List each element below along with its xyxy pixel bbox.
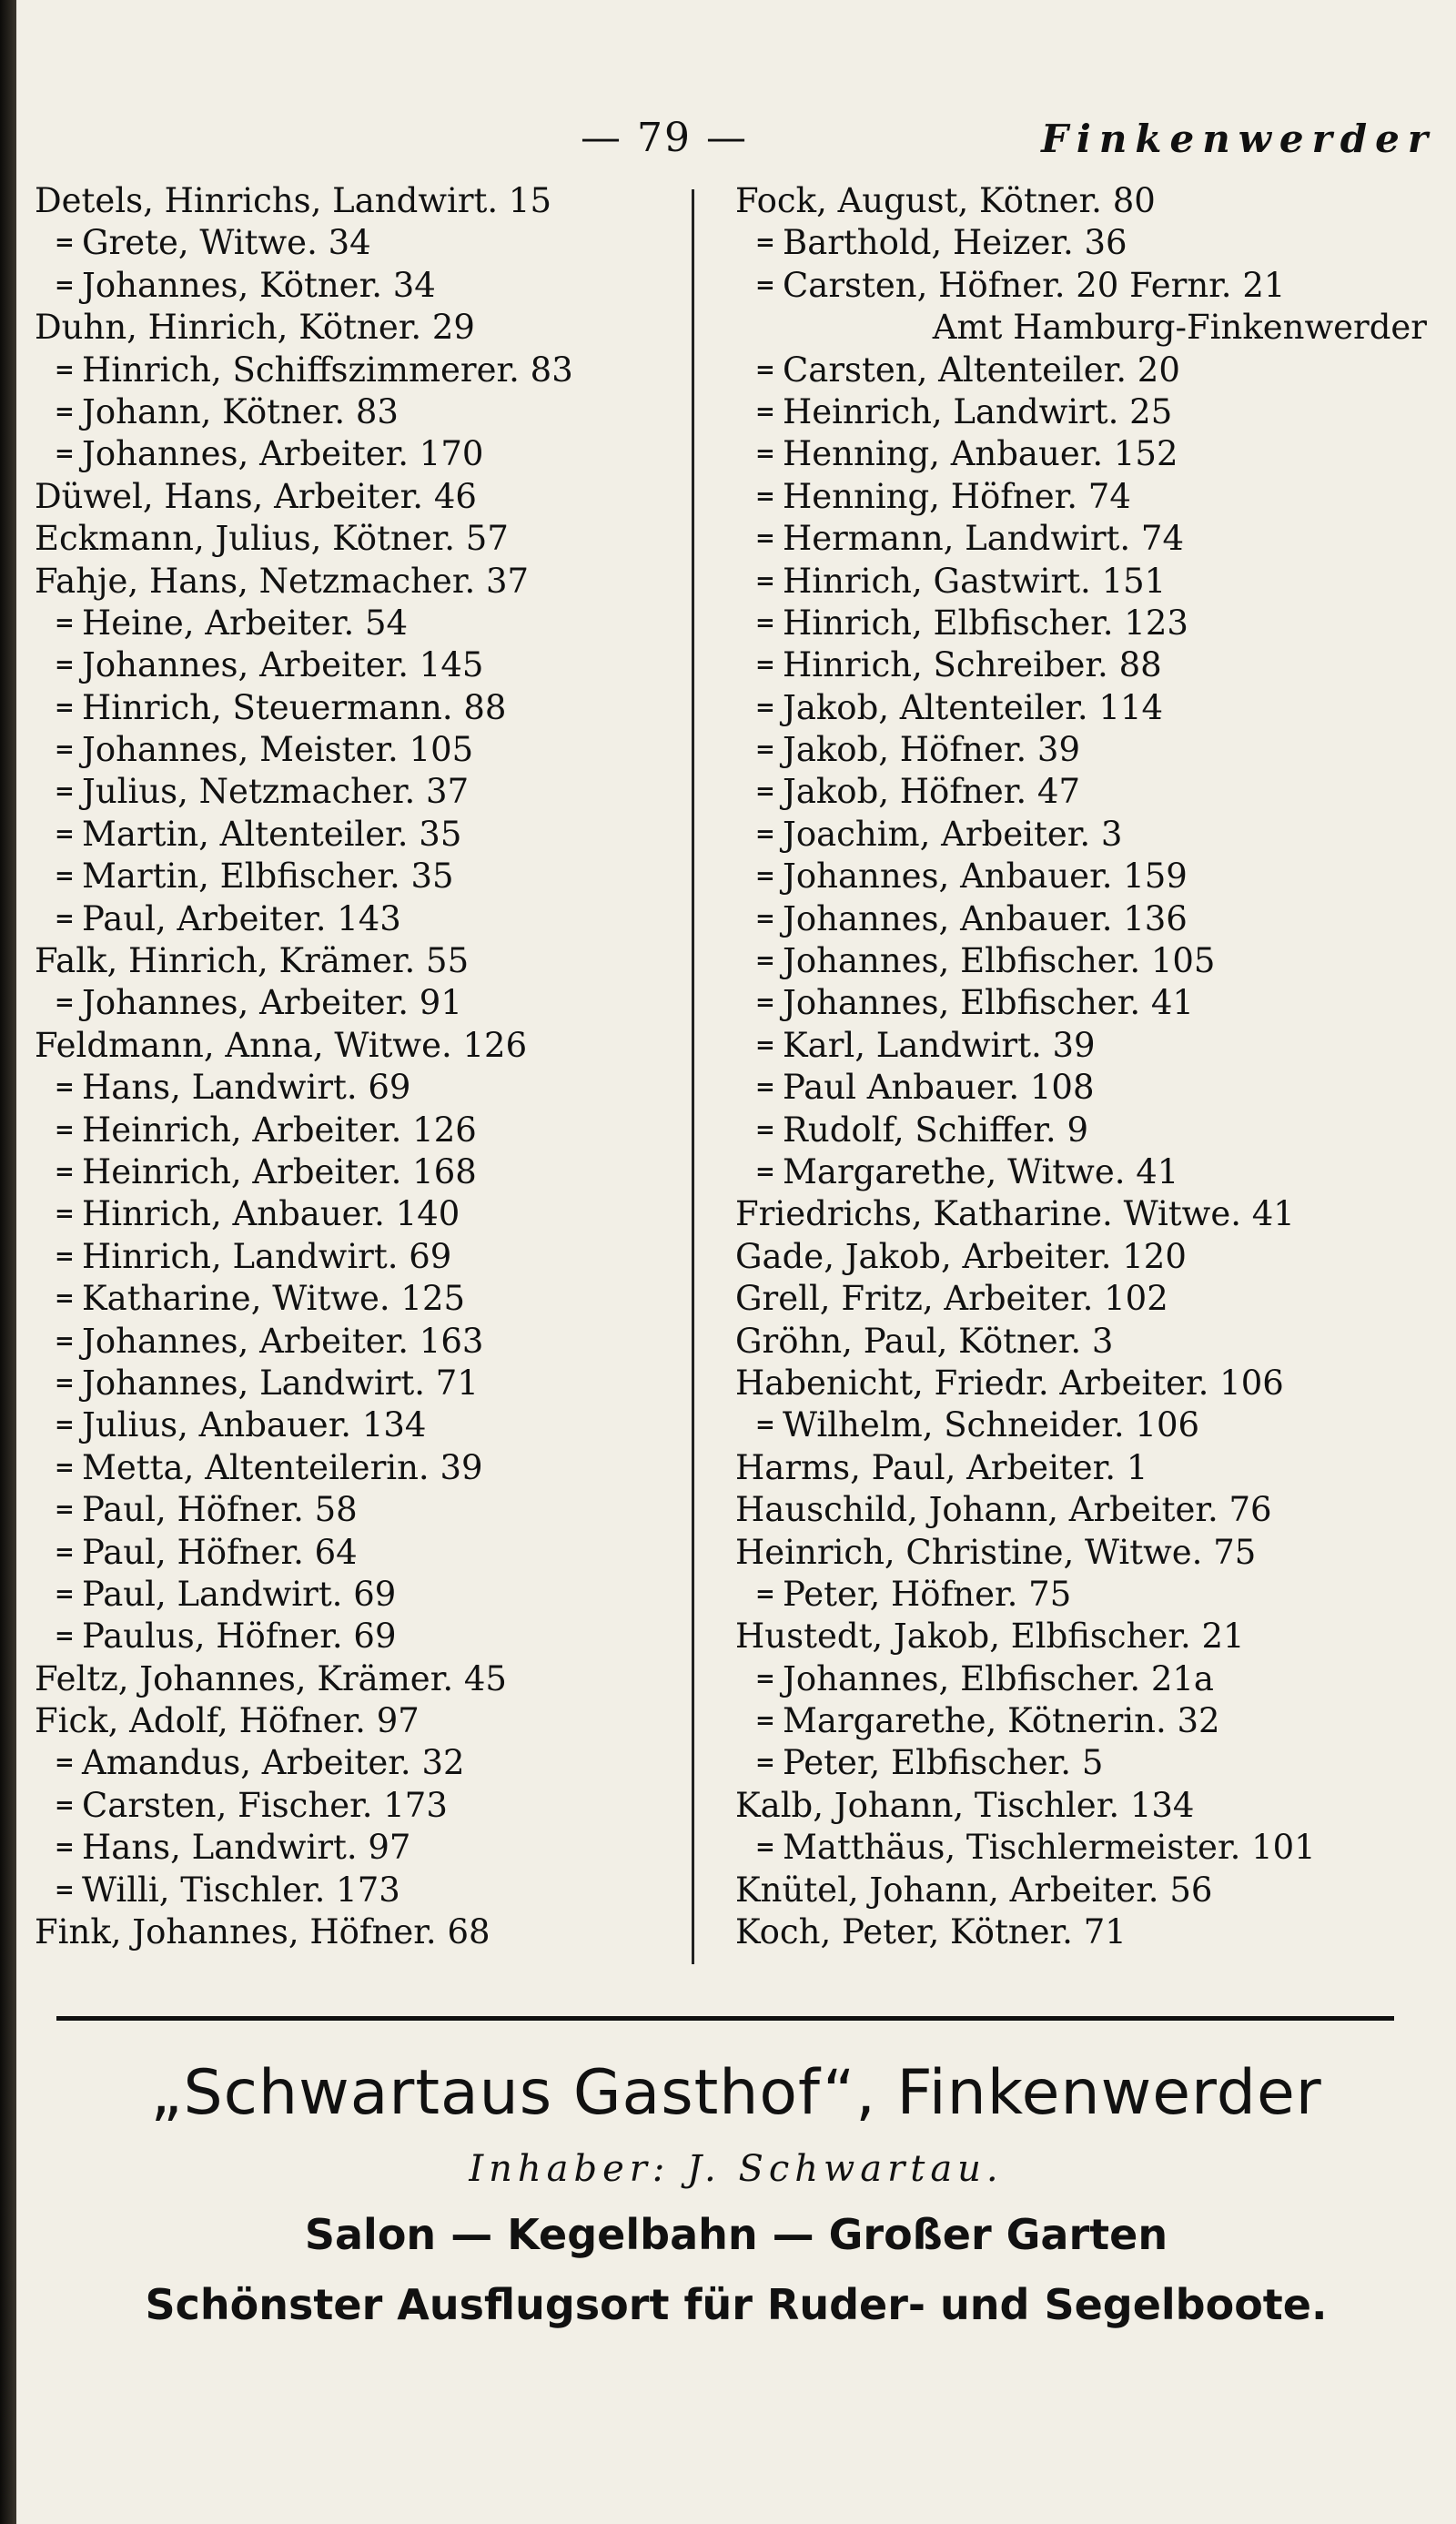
directory-sub-entry: = Paul, Höfner. 58 (35, 1489, 672, 1531)
directory-sub-entry: = Metta, Altenteilerin. 39 (35, 1447, 672, 1489)
directory-entry: Fick, Adolf, Höfner. 97 (35, 1701, 420, 1741)
directory-sub-entry: = Johannes, Anbauer. 159 (735, 856, 1445, 897)
directory-sub-entry: = Amandus, Arbeiter. 32 (35, 1742, 672, 1784)
ad-title: „Schwartaus Gasthof“, Finkenwerder (150, 2057, 1322, 2129)
directory-entry: Koch, Peter, Kötner. 71 (735, 1912, 1127, 1952)
directory-sub-entry: = Johannes, Anbauer. 136 (735, 898, 1445, 940)
directory-entry: Detels, Hinrichs, Landwirt. 15 (35, 181, 551, 220)
directory-sub-entry: = Johannes, Arbeiter. 91 (35, 982, 672, 1024)
directory-entry: Kalb, Johann, Tischler. 134 (735, 1785, 1195, 1825)
directory-sub-entry: = Grete, Witwe. 34 (35, 222, 672, 264)
directory-sub-entry: = Henning, Anbauer. 152 (735, 433, 1445, 475)
directory-sub-entry: = Barthold, Heizer. 36 (735, 222, 1445, 264)
directory-entry: Feldmann, Anna, Witwe. 126 (35, 1025, 528, 1065)
directory-entry: Duhn, Hinrich, Kötner. 29 (35, 308, 475, 348)
directory-sub-entry: = Paul, Arbeiter. 143 (35, 898, 672, 940)
directory-entry: Hustedt, Jakob, Elbfischer. 21 (735, 1617, 1245, 1657)
directory-entry-continuation: Amt Hamburg-Finkenwerder (932, 308, 1427, 348)
directory-sub-entry: = Carsten, Altenteiler. 20 (735, 350, 1445, 391)
directory-entry: Fahje, Hans, Netzmacher. 37 (35, 561, 530, 601)
directory-sub-entry: = Julius, Anbauer. 134 (35, 1404, 672, 1446)
ad-features: Salon — Kegelbahn — Großer Garten (304, 2210, 1168, 2259)
column-divider (692, 189, 694, 1964)
running-head: Finkenwerder (1041, 117, 1436, 161)
directory-sub-entry: = Martin, Altenteiler. 35 (35, 814, 672, 856)
horizontal-rule (56, 2016, 1394, 2021)
directory-sub-entry: = Heine, Arbeiter. 54 (35, 603, 672, 644)
directory-sub-entry: = Johannes, Kötner. 34 (35, 265, 672, 307)
directory-sub-entry: = Joachim, Arbeiter. 3 (735, 814, 1445, 856)
directory-entry: Falk, Hinrich, Krämer. 55 (35, 941, 470, 981)
directory-sub-entry: = Hinrich, Elbfischer. 123 (735, 603, 1445, 644)
directory-sub-entry: = Johann, Kötner. 83 (35, 391, 672, 433)
directory-sub-entry: = Hinrich, Landwirt. 69 (35, 1236, 672, 1278)
directory-entry: Gade, Jakob, Arbeiter. 120 (735, 1236, 1187, 1276)
directory-sub-entry: = Johannes, Elbfischer. 41 (735, 982, 1445, 1024)
page-edge (0, 0, 16, 2524)
directory-sub-entry: = Johannes, Meister. 105 (35, 729, 672, 771)
directory-sub-entry: = Johannes, Arbeiter. 170 (35, 433, 672, 475)
directory-sub-entry: = Jakob, Altenteiler. 114 (735, 687, 1445, 729)
directory-sub-entry: = Willi, Tischler. 173 (35, 1870, 672, 1911)
directory-sub-entry: = Katharine, Witwe. 125 (35, 1278, 672, 1320)
directory-sub-entry: = Johannes, Elbfischer. 21a (735, 1658, 1445, 1700)
page-header (16, 107, 1456, 171)
directory-sub-entry: = Heinrich, Arbeiter. 126 (35, 1110, 672, 1151)
directory-sub-entry: = Jakob, Höfner. 47 (735, 771, 1445, 813)
book-page (16, 0, 1456, 2524)
directory-sub-entry: = Johannes, Arbeiter. 163 (35, 1321, 672, 1363)
directory-sub-entry: = Margarethe, Witwe. 41 (735, 1151, 1445, 1193)
directory-sub-entry: = Hermann, Landwirt. 74 (735, 518, 1445, 560)
directory-sub-entry: = Paulus, Höfner. 69 (35, 1616, 672, 1657)
directory-sub-entry: = Rudolf, Schiffer. 9 (735, 1110, 1445, 1151)
directory-sub-entry: = Matthäus, Tischlermeister. 101 (735, 1827, 1445, 1869)
directory-entry: Friedrichs, Katharine. Witwe. 41 (735, 1194, 1295, 1234)
directory-entry: Feltz, Johannes, Krämer. 45 (35, 1658, 507, 1698)
directory-entry: Heinrich, Christine, Witwe. 75 (735, 1532, 1257, 1572)
directory-sub-entry: = Peter, Höfner. 75 (735, 1574, 1445, 1616)
directory-sub-entry: = Johannes, Elbfischer. 105 (735, 940, 1445, 982)
directory-entry: Düwel, Hans, Arbeiter. 46 (35, 476, 477, 516)
directory-sub-entry: = Hans, Landwirt. 69 (35, 1067, 672, 1109)
directory-sub-entry: = Hinrich, Steuermann. 88 (35, 687, 672, 729)
directory-sub-entry: = Julius, Netzmacher. 37 (35, 771, 672, 813)
left-column (35, 180, 672, 1953)
directory-entry: Gröhn, Paul, Kötner. 3 (735, 1321, 1114, 1361)
page-number: — 79 — (581, 115, 748, 161)
directory-sub-entry: = Peter, Elbfischer. 5 (735, 1742, 1445, 1784)
directory-entry: Knütel, Johann, Arbeiter. 56 (735, 1870, 1213, 1910)
directory-sub-entry: = Carsten, Höfner. 20 Fernr. 21 (735, 265, 1445, 307)
directory-sub-entry: = Wilhelm, Schneider. 106 (735, 1404, 1445, 1446)
ad-slogan: Schönster Ausflugsort für Ruder- und Segelboote. (145, 2280, 1328, 2329)
directory-sub-entry: = Hinrich, Schreiber. 88 (735, 644, 1445, 686)
directory-sub-entry: = Karl, Landwirt. 39 (735, 1025, 1445, 1067)
right-column (735, 180, 1445, 1953)
directory-entry: Fock, August, Kötner. 80 (735, 181, 1156, 220)
directory-sub-entry: = Johannes, Arbeiter. 145 (35, 644, 672, 686)
directory-sub-entry: = Margarethe, Kötnerin. 32 (735, 1700, 1445, 1742)
directory-sub-entry: = Hinrich, Gastwirt. 151 (735, 561, 1445, 603)
directory-sub-entry: = Martin, Elbfischer. 35 (35, 856, 672, 897)
directory-sub-entry: = Hinrich, Anbauer. 140 (35, 1193, 672, 1235)
directory-sub-entry: = Paul Anbauer. 108 (735, 1067, 1445, 1109)
directory-sub-entry: = Hans, Landwirt. 97 (35, 1827, 672, 1869)
directory-sub-entry: = Paul, Höfner. 64 (35, 1532, 672, 1574)
directory-sub-entry: = Paul, Landwirt. 69 (35, 1574, 672, 1616)
directory-entry: Harms, Paul, Arbeiter. 1 (735, 1447, 1148, 1487)
directory-sub-entry: = Heinrich, Arbeiter. 168 (35, 1151, 672, 1193)
directory-sub-entry: = Carsten, Fischer. 173 (35, 1785, 672, 1827)
directory-sub-entry: = Jakob, Höfner. 39 (735, 729, 1445, 771)
directory-entry: Fink, Johannes, Höfner. 68 (35, 1912, 490, 1952)
directory-sub-entry: = Heinrich, Landwirt. 25 (735, 391, 1445, 433)
directory-sub-entry: = Johannes, Landwirt. 71 (35, 1363, 672, 1404)
ad-owner: Inhaber: J. Schwartau. (469, 2148, 1004, 2190)
directory-entry: Hauschild, Johann, Arbeiter. 76 (735, 1490, 1272, 1530)
directory-sub-entry: = Henning, Höfner. 74 (735, 476, 1445, 518)
directory-entry: Eckmann, Julius, Kötner. 57 (35, 519, 509, 559)
directory-entry: Habenicht, Friedr. Arbeiter. 106 (735, 1363, 1284, 1403)
directory-entry: Grell, Fritz, Arbeiter. 102 (735, 1279, 1168, 1319)
directory-sub-entry: = Hinrich, Schiffszimmerer. 83 (35, 350, 672, 391)
